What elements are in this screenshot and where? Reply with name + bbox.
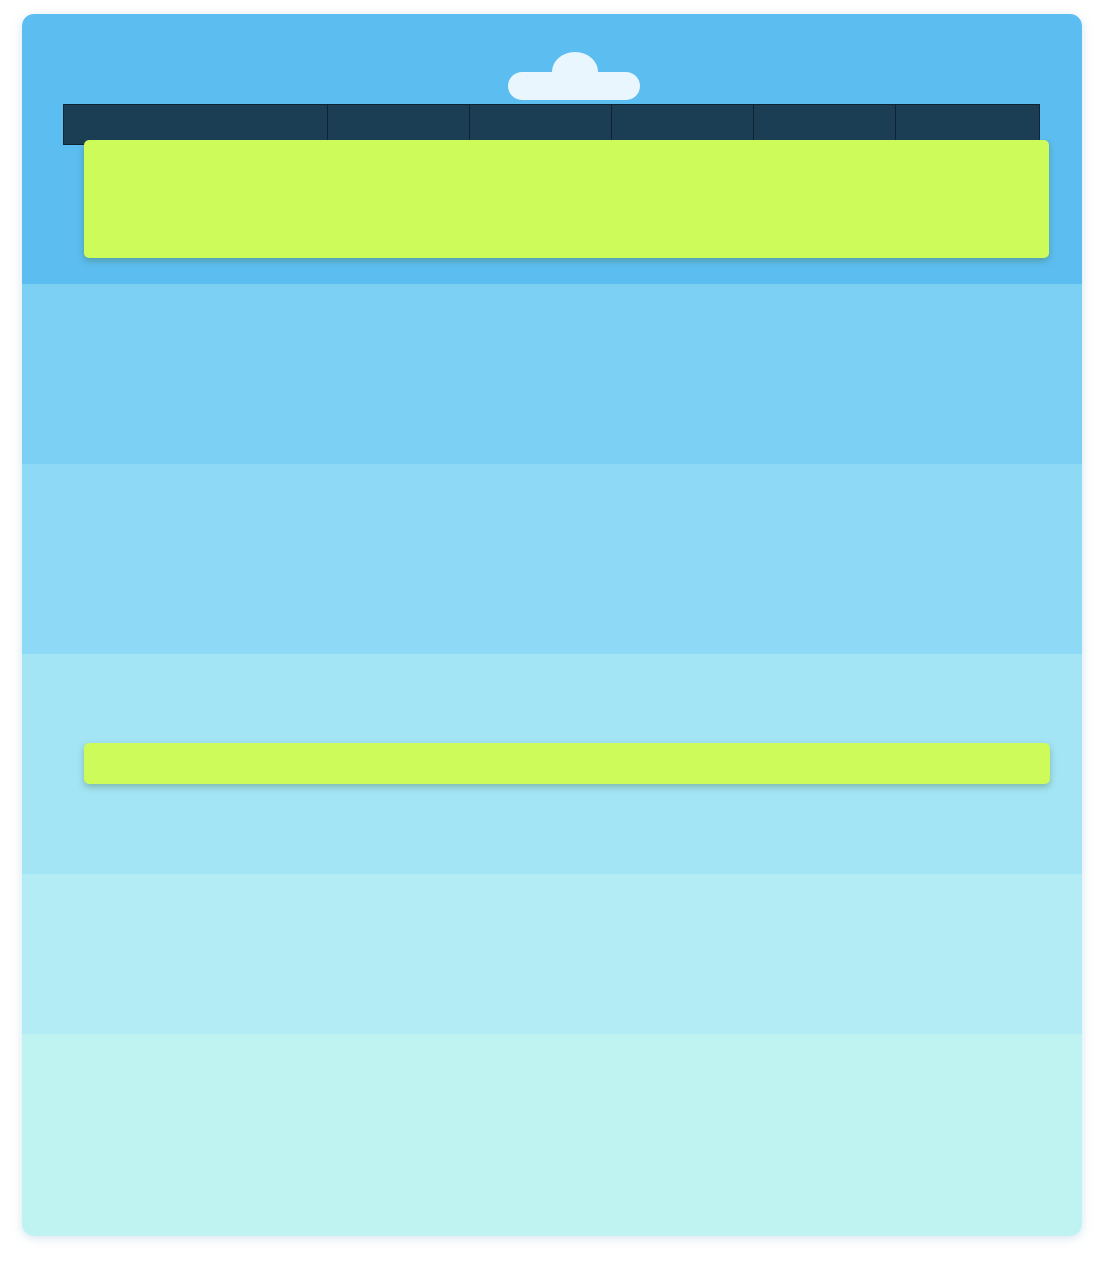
mid-highlight-row	[84, 743, 1050, 784]
score-table	[63, 104, 1040, 145]
header-dept	[64, 105, 328, 145]
table-header	[64, 105, 1040, 145]
header-daily	[612, 105, 754, 145]
header-hygiene	[470, 105, 612, 145]
top-highlight-block	[84, 140, 1049, 258]
header-safety	[328, 105, 470, 145]
header-meeting	[754, 105, 896, 145]
header-total	[896, 105, 1040, 145]
cloud-decoration	[508, 52, 640, 100]
